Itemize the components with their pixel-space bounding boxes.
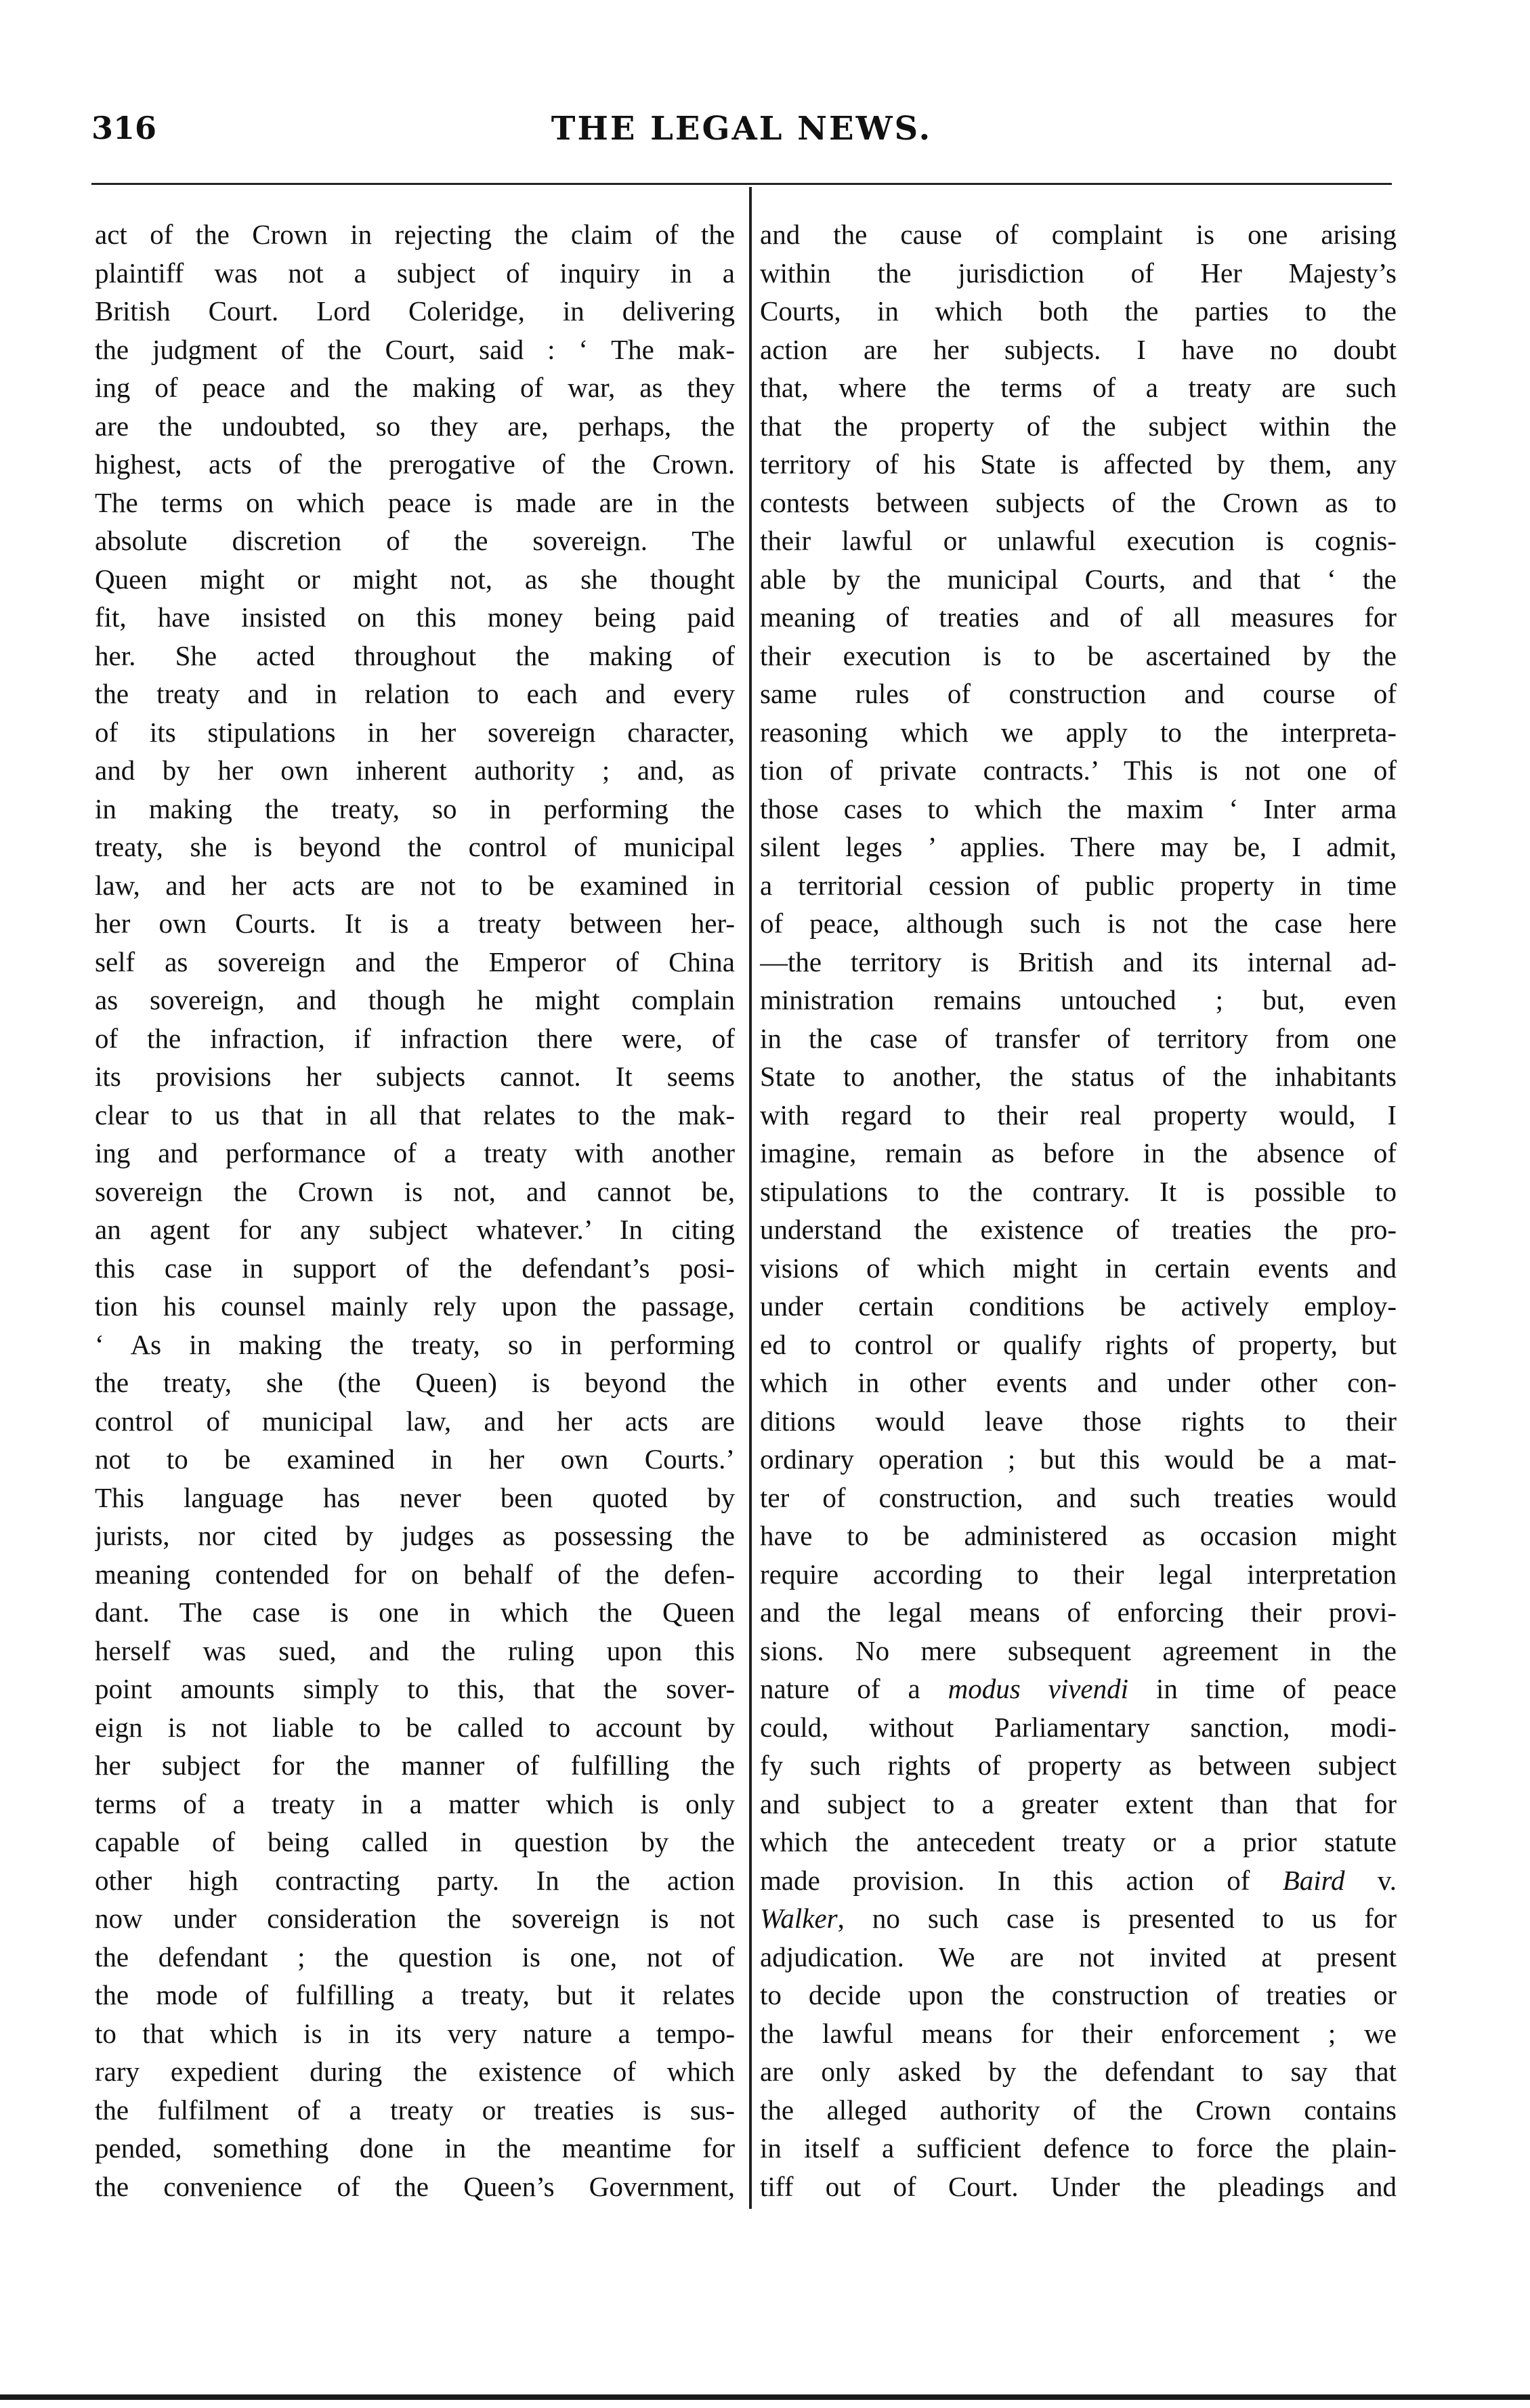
text-line: British Court. Lord Coleridge, in delivering (95, 295, 735, 326)
text-line: the alleged authority of the Crown contains (760, 2094, 1397, 2126)
text-line: a territorial cession of public property in time (760, 869, 1397, 901)
text-line: the defendant ; the question is one, not of (95, 1941, 735, 1972)
text-line: The terms on which peace is made are in the (95, 486, 735, 518)
text-line: could, without Parliamentary sanction, modi- (760, 1711, 1397, 1743)
text-line: the mode of fulfilling a treaty, but it relates (95, 1979, 735, 2010)
text-line: their execution is to be ascertained by the (760, 639, 1397, 671)
text-line: contests between subjects of the Crown as to (760, 486, 1397, 518)
text-line: this case in support of the defendant’s posi- (95, 1252, 735, 1284)
text-line: under certain conditions be actively employ- (760, 1290, 1397, 1322)
page-bottom-edge (0, 2394, 1530, 2400)
page-number: 316 (91, 110, 157, 146)
text-line: State to another, the status of the inhabitants (760, 1061, 1397, 1092)
text-line: are only asked by the defendant to say that (760, 2056, 1397, 2087)
text-line: the treaty, she (the Queen) is beyond the (95, 1367, 735, 1398)
text-line: ter of construction, and such treaties would (760, 1481, 1397, 1513)
text-line: ing and performance of a treaty with another (95, 1137, 735, 1168)
text-line: ed to control or qualify rights of property, but (760, 1328, 1397, 1360)
text-line: point amounts simply to this, that the sover- (95, 1673, 735, 1704)
right-column (760, 215, 1397, 2205)
text-line: able by the municipal Courts, and that ‘ the (760, 563, 1397, 595)
text-line: clear to us that in all that relates to the mak- (95, 1099, 735, 1131)
text-line: to that which is in its very nature a tempo- (95, 2017, 735, 2049)
text-line: understand the existence of treaties the pro- (760, 1214, 1397, 1245)
text-line: those cases to which the maxim ‘ Inter arma (760, 793, 1397, 824)
text-line: an agent for any subject whatever.’ In citing (95, 1214, 735, 1245)
text-line: dant. The case is one in which the Queen (95, 1597, 735, 1628)
text-line: the treaty and in relation to each and every (95, 678, 735, 709)
text-line: tion his counsel mainly rely upon the passage, (95, 1290, 735, 1322)
text-line: tiff out of Court. Under the pleadings and (760, 2170, 1397, 2202)
text-line: made provision. In this action of Baird v. (760, 1864, 1397, 1896)
text-line: other high contracting party. In the action (95, 1864, 735, 1896)
text-line: fit, have insisted on this money being paid (95, 601, 735, 633)
text-line: stipulations to the contrary. It is possible to (760, 1175, 1397, 1207)
text-line: terms of a treaty in a matter which is only (95, 1788, 735, 1819)
text-line: same rules of construction and course of (760, 678, 1397, 709)
text-line: which in other events and under other con- (760, 1367, 1397, 1398)
text-line: silent leges ’ applies. There may be, I admit, (760, 831, 1397, 862)
text-line: law, and her acts are not to be examined in (95, 869, 735, 901)
text-line: action are her subjects. I have no doubt (760, 333, 1397, 365)
text-line: ‘ As in making the treaty, so in performing (95, 1328, 735, 1360)
text-line: jurists, nor cited by judges as possessing the (95, 1520, 735, 1551)
text-line: to decide upon the construction of treaties or (760, 1979, 1397, 2010)
text-line: with regard to their real property would, I (760, 1099, 1397, 1131)
text-line: control of municipal law, and her acts are (95, 1405, 735, 1437)
text-line: rary expedient during the existence of which (95, 2056, 735, 2087)
text-line: in itself a sufficient defence to force the plain- (760, 2132, 1397, 2163)
text-line: adjudication. We are not invited at present (760, 1941, 1397, 1972)
text-line: meaning contended for on behalf of the defen- (95, 1558, 735, 1590)
text-line: herself was sued, and the ruling upon this (95, 1634, 735, 1666)
text-line: in making the treaty, so in performing the (95, 793, 735, 824)
text-line: of its stipulations in her sovereign character, (95, 716, 735, 748)
text-line: tion of private contracts.’ This is not one of (760, 755, 1397, 786)
text-line: her. She acted throughout the making of (95, 639, 735, 671)
text-line: her subject for the manner of fulfilling the (95, 1750, 735, 1781)
text-line: highest, acts of the prerogative of the Crown. (95, 448, 735, 480)
text-line: sions. No mere subsequent agreement in the (760, 1634, 1397, 1666)
page-header (91, 110, 1392, 164)
text-line: —the territory is British and its internal ad- (760, 946, 1397, 977)
text-line: pended, something done in the meantime for (95, 2132, 735, 2163)
text-line: ordinary operation ; but this would be a mat- (760, 1443, 1397, 1475)
text-line: of peace, although such is not the case here (760, 908, 1397, 939)
text-line: Walker, no such case is presented to us for (760, 1903, 1397, 1934)
text-line: their lawful or unlawful execution is cognis- (760, 525, 1397, 556)
text-line: treaty, she is beyond the control of municipal (95, 831, 735, 862)
text-line: of the infraction, if infraction there were, of (95, 1022, 735, 1054)
text-line: that the property of the subject within the (760, 410, 1397, 442)
text-line: now under consideration the sovereign is not (95, 1903, 735, 1934)
text-line: and by her own inherent authority ; and, as (95, 755, 735, 786)
text-line: have to be administered as occasion might (760, 1520, 1397, 1551)
text-line: are the undoubted, so they are, perhaps, the (95, 410, 735, 442)
column-divider (749, 187, 752, 2209)
text-line: as sovereign, and though he might complain (95, 984, 735, 1015)
text-line: which the antecedent treaty or a prior statute (760, 1826, 1397, 1857)
text-line: in the case of transfer of territory from one (760, 1022, 1397, 1054)
text-line: the fulfilment of a treaty or treaties is sus- (95, 2094, 735, 2126)
text-line: self as sovereign and the Emperor of China (95, 946, 735, 977)
text-line: and the cause of complaint is one arising (760, 219, 1397, 250)
text-line: the lawful means for their enforcement ; we (760, 2017, 1397, 2049)
text-line: eign is not liable to be called to account by (95, 1711, 735, 1743)
text-line: the judgment of the Court, said : ‘ The mak- (95, 333, 735, 365)
text-line: plaintiff was not a subject of inquiry in a (95, 257, 735, 289)
text-line: visions of which might in certain events and (760, 1252, 1397, 1284)
text-line: territory of his State is affected by them, any (760, 448, 1397, 480)
text-line: Courts, in which both the parties to the (760, 295, 1397, 326)
text-line: the convenience of the Queen’s Government, (95, 2170, 735, 2202)
text-line: reasoning which we apply to the interpreta- (760, 716, 1397, 748)
text-line: and subject to a greater extent than that for (760, 1788, 1397, 1819)
text-line: ministration remains untouched ; but, even (760, 984, 1397, 1015)
header-rule (91, 183, 1392, 185)
text-line: absolute discretion of the sovereign. The (95, 525, 735, 556)
text-line: that, where the terms of a treaty are such (760, 372, 1397, 403)
text-line: and the legal means of enforcing their provi- (760, 1597, 1397, 1628)
text-line: not to be examined in her own Courts.’ (95, 1443, 735, 1475)
text-line: sovereign the Crown is not, and cannot be, (95, 1175, 735, 1207)
text-line: require according to their legal interpretation (760, 1558, 1397, 1590)
text-line: capable of being called in question by the (95, 1826, 735, 1857)
running-title: THE LEGAL NEWS. (551, 110, 933, 148)
text-line: This language has never been quoted by (95, 1481, 735, 1513)
text-line: its provisions her subjects cannot. It seems (95, 1061, 735, 1092)
left-column (95, 215, 735, 2205)
text-line: act of the Crown in rejecting the claim of the (95, 219, 735, 250)
text-line: within the jurisdiction of Her Majesty’s (760, 257, 1397, 289)
text-line: ing of peace and the making of war, as they (95, 372, 735, 403)
text-line: Queen might or might not, as she thought (95, 563, 735, 595)
text-line: fy such rights of property as between subject (760, 1750, 1397, 1781)
text-line: imagine, remain as before in the absence of (760, 1137, 1397, 1168)
text-line: her own Courts. It is a treaty between her- (95, 908, 735, 939)
text-line: nature of a modus vivendi in time of peace (760, 1673, 1397, 1704)
text-line: meaning of treaties and of all measures for (760, 601, 1397, 633)
text-line: ditions would leave those rights to their (760, 1405, 1397, 1437)
